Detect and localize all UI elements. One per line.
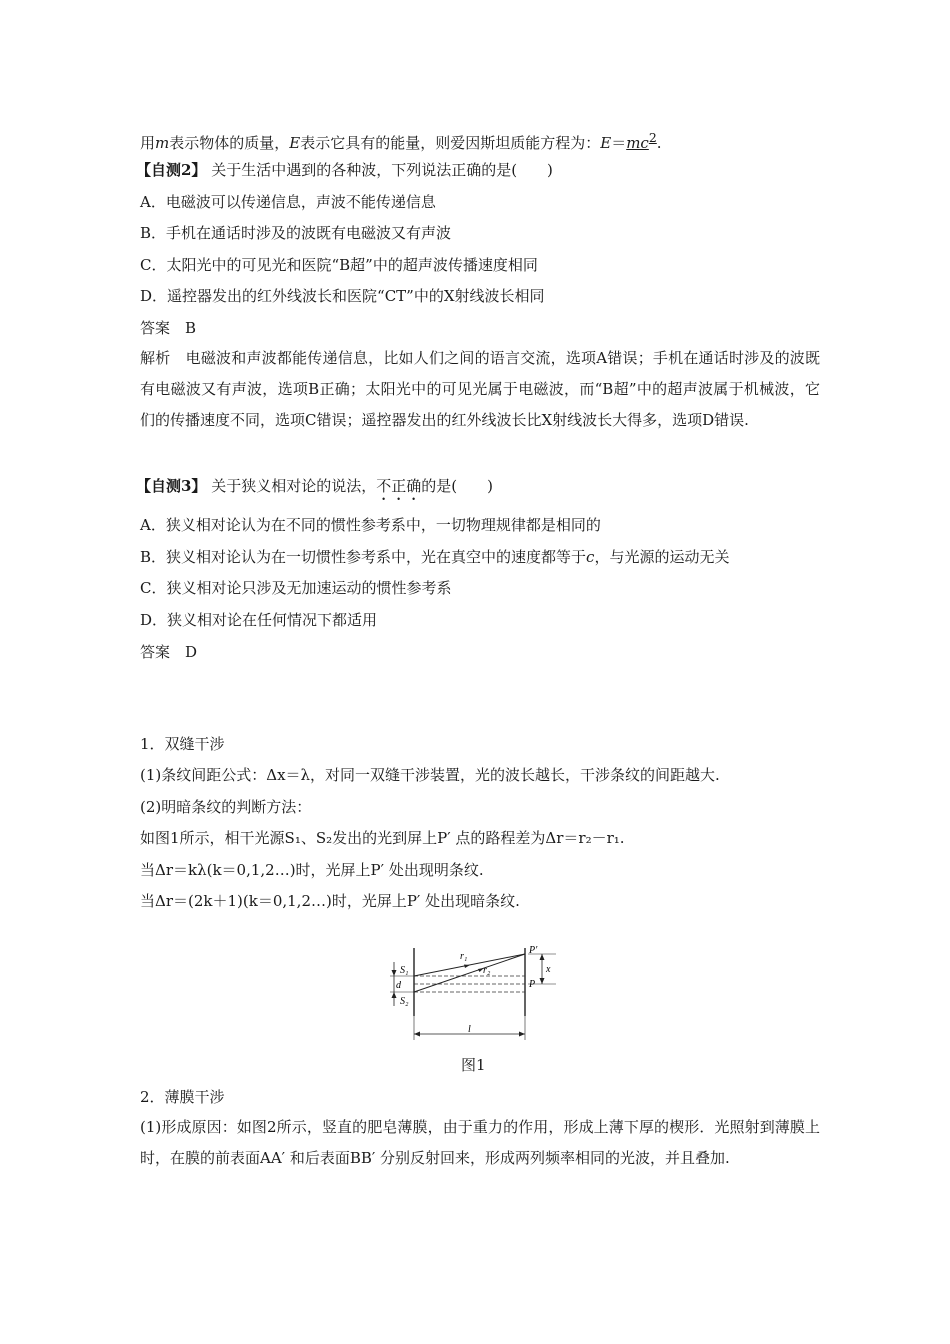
- q2-option-a: A．电磁波可以传递信息，声波不能传递信息: [140, 193, 436, 211]
- label-d: d: [396, 980, 401, 991]
- d-arrow-bottom: [392, 992, 397, 998]
- section1-path-difference: 如图1所示，相干光源S₁、S₂发出的光到屏上P′ 点的路程差为Δr＝r₂－r₁.: [140, 829, 625, 847]
- q3-option-d: D．狭义相对论在任何情况下都适用: [140, 611, 378, 629]
- label-s1: S₁: [400, 965, 409, 976]
- label-l: l: [468, 1024, 471, 1035]
- x-arrow-top: [540, 954, 545, 960]
- section1-title: 1．双缝干涉: [140, 735, 225, 753]
- q3-answer: 答案 D: [140, 643, 198, 661]
- label-x: x: [546, 964, 551, 975]
- section1-fringe-spacing: (1)条纹间距公式：Δx＝λ，对同一双缝干涉装置，光的波长越长，干涉条纹的间距越大.: [140, 766, 720, 784]
- label-r2: r₂: [483, 965, 491, 976]
- q3-option-c: C．狭义相对论只涉及无加速运动的惯性参考系: [140, 579, 452, 597]
- double-slit-diagram: [380, 940, 580, 1048]
- ray-r1-arrow: [464, 965, 470, 969]
- section1-bright-condition: 当Δr＝kλ(k＝0,1,2…)时，光屏上P′ 处出现明条纹.: [140, 861, 484, 879]
- l-arrow-left: [414, 1032, 420, 1037]
- x-arrow-bottom: [540, 978, 545, 984]
- label-s2: S₂: [400, 996, 409, 1007]
- d-arrow-top: [392, 970, 397, 976]
- q3-stem: 【自测3】 关于狭义相对论的说法，不正确的是( ): [136, 477, 493, 495]
- section2-title: 2．薄膜干涉: [140, 1088, 225, 1106]
- q2-option-d: D．遥控器发出的红外线波长和医院“CT”中的X射线波长相同: [140, 287, 545, 305]
- q3-option-b: B．狭义相对论认为在一切惯性参考系中，光在真空中的速度都等于c，与光源的运动无关: [140, 548, 730, 566]
- q2-analysis: 解析 电磁波和声波都能传递信息，比如人们之间的语言交流，选项A错误；手机在通话时涉及的波既有电磁波又有声波，选项B正确；太阳光中的可见光属于电磁波，而“B超”中的超声波属于机械波，它们的传播速度不同，选项C错误；遥控器发出的红外线波长比X射线波长大得多，选项D错误.: [140, 349, 820, 429]
- section1-judge-method: (2)明暗条纹的判断方法：: [140, 798, 312, 816]
- q2-option-c: C．太阳光中的可见光和医院“B超”中的超声波传播速度相同: [140, 256, 538, 274]
- label-p-prime: P′: [529, 945, 538, 956]
- label-p: P: [529, 979, 536, 990]
- mass-energy-line: 用m表示物体的质量，E表示它具有的能量，则爱因斯坦质能方程为：$E=mc^2$.: [140, 130, 662, 152]
- section2-formation-cause: (1)形成原因：如图2所示，竖直的肥皂薄膜，由于重力的作用，形成上薄下厚的楔形．光照射到薄膜上时，在膜的前表面AA′ 和后表面BB′ 分别反射回来，形成两列频率相同的光波，并且叠加.: [140, 1118, 820, 1167]
- label-r1: r₁: [460, 951, 468, 962]
- q2-stem: 【自测2】 关于生活中遇到的各种波，下列说法正确的是( ): [136, 161, 553, 179]
- figure-caption: 图1: [461, 1056, 486, 1074]
- q2-answer: 答案 B: [140, 319, 197, 337]
- q2-option-b: B．手机在通话时涉及的波既有电磁波又有声波: [140, 224, 452, 242]
- section1-dark-condition: 当Δr＝(2k＋1)(k＝0,1,2…)时，光屏上P′ 处出现暗条纹.: [140, 892, 520, 910]
- q3-option-a: A．狭义相对论认为在不同的惯性参考系中，一切物理规律都是相同的: [140, 516, 601, 534]
- l-arrow-right: [519, 1032, 525, 1037]
